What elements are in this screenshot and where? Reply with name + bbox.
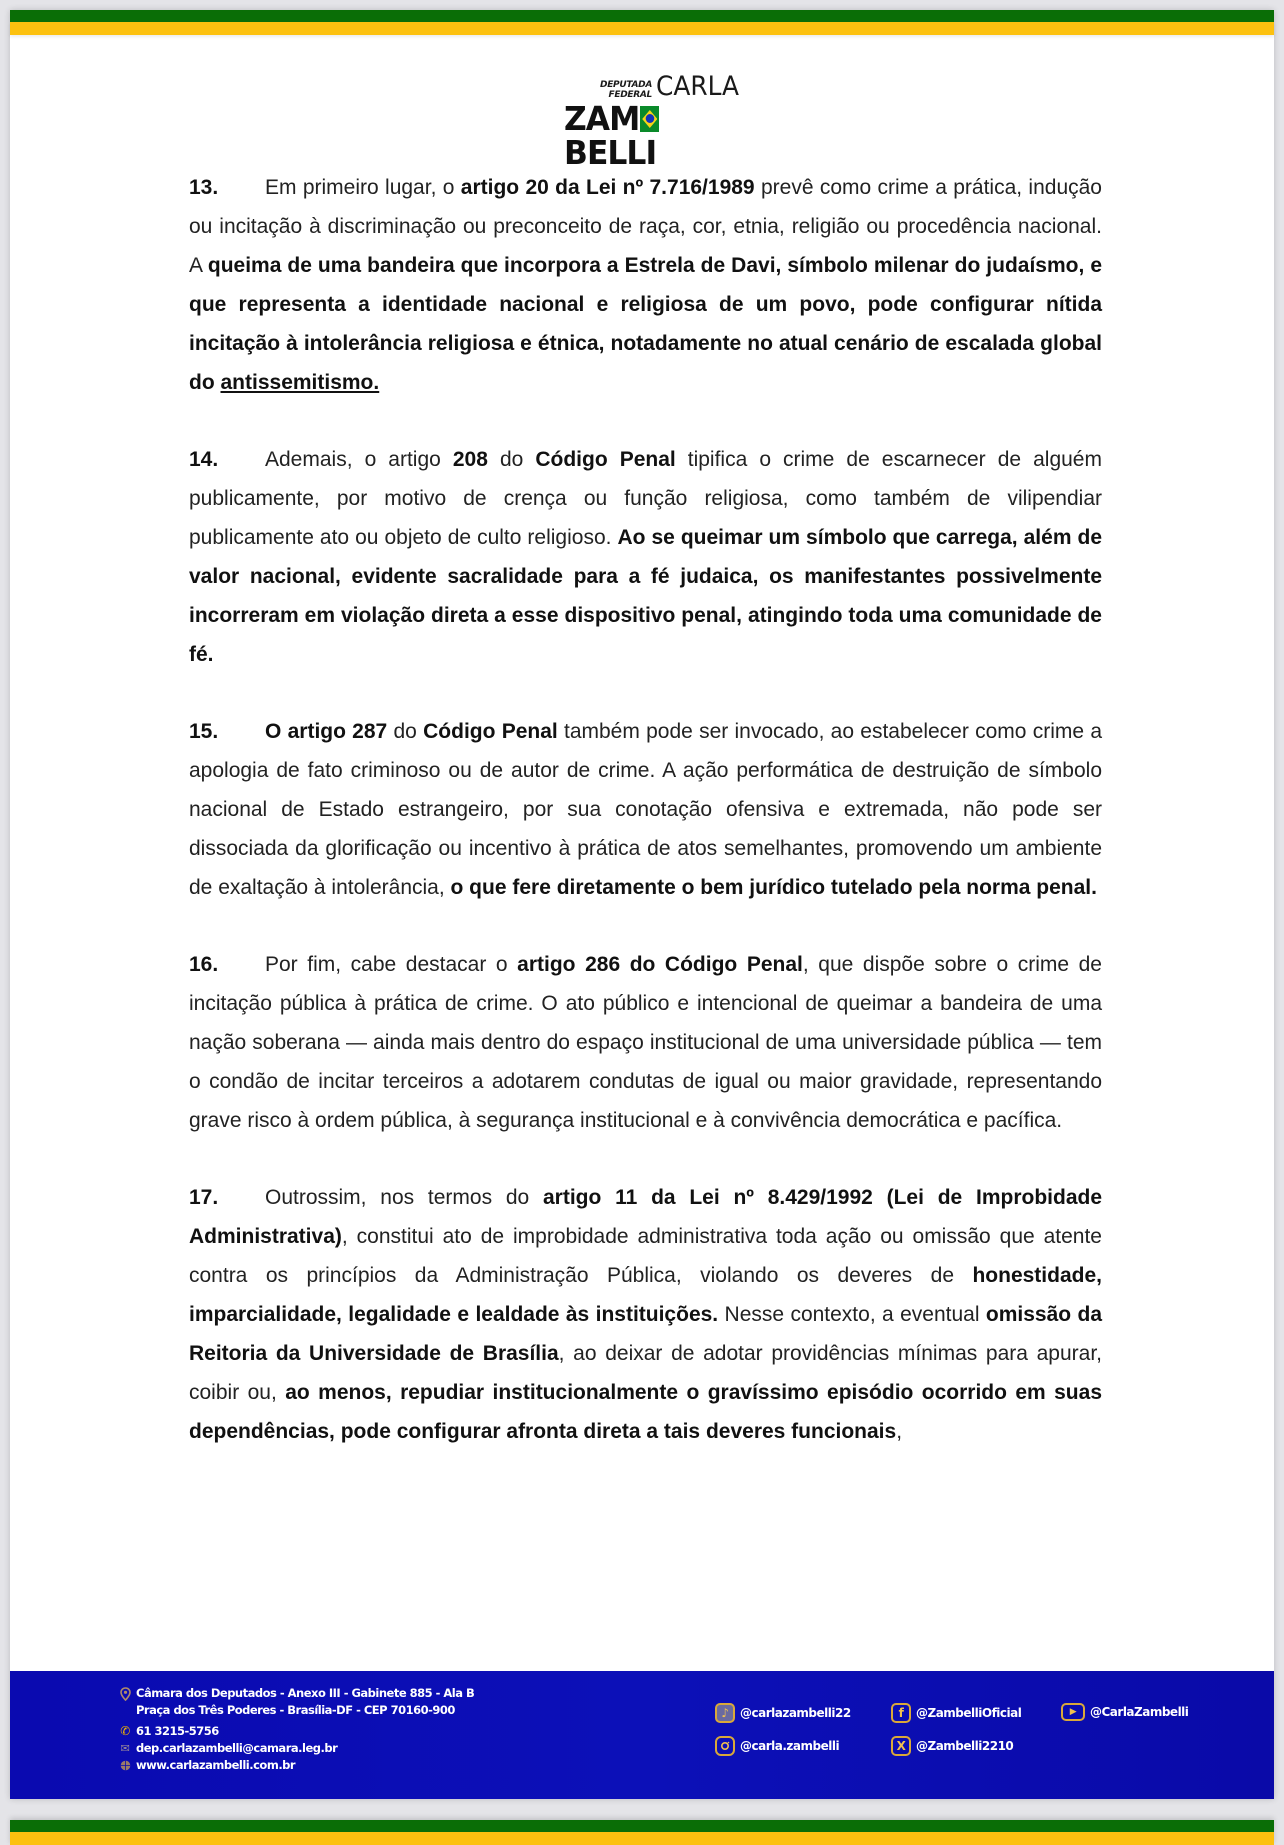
paragraph — [189, 945, 1102, 1140]
paragraph-number: 14. — [189, 448, 219, 471]
text: , ao deixar de adotar providências mínimas para apurar, coibir ou, — [189, 1342, 1103, 1404]
text: Em primeiro lugar, o — [265, 176, 461, 199]
document-body — [189, 168, 1102, 1489]
website-row — [118, 1757, 474, 1774]
x-twitter-icon: X — [891, 1736, 911, 1756]
brazil-flag-icon — [640, 106, 659, 132]
bold-text: omissão da Reitoria da Universidade de Brasília — [189, 1303, 1102, 1365]
text: , — [896, 1420, 903, 1443]
bold-text: O artigo 287 — [265, 720, 388, 743]
next-page-header — [10, 1820, 1274, 1845]
bold-text: 208 — [452, 448, 488, 471]
logo-last-name — [564, 99, 745, 172]
text: também pode ser invocado, ao estabelecer como crime a apologia de fato criminoso ou de autor de crime. A ação performática de destruição de símbolo nacional de Estado estrangeiro, por sua conotação ofensiva e extremada, não pode ser dissociada da glorificação ou incentivo à prática de atos semelhantes, promovendo um ambiente de exaltação à intolerância, — [189, 720, 1102, 899]
logo-deputada: DEPUTADA — [600, 80, 652, 90]
paragraph-number: 15. — [189, 720, 219, 743]
logo-title — [584, 80, 652, 100]
instagram-icon — [715, 1736, 735, 1756]
facebook-icon: f — [891, 1703, 911, 1723]
text: Outrossim, nos termos do — [265, 1186, 543, 1209]
logo-last-name-part2: BELLI — [564, 133, 657, 172]
paragraph-number: 17. — [189, 1186, 219, 1209]
logo-first-name: CARLA — [656, 71, 740, 102]
instagram-handle[interactable]: @carla.zambelli — [740, 1739, 840, 1753]
address-line-2: Praça dos Três Poderes - Brasília-DF - CEP 70160-900 — [136, 1703, 455, 1717]
paragraph — [189, 1178, 1102, 1451]
logo-last-name-part1: ZAM — [564, 99, 640, 138]
logo-federal: FEDERAL — [608, 90, 652, 100]
bold-text: antissemitismo. — [220, 371, 380, 394]
bold-text: ao menos, repudiar institucionalmente o gravíssimo episódio ocorrido em suas dependências, pode configurar afronta direta a tais deveres funcionais — [189, 1381, 1102, 1443]
bold-text: queima de uma bandeira que incorpora a Estrela de Davi, símbolo milenar do judaísmo, e que representa a identidade nacional e religiosa de um povo, pode configurar nítida incitação à intolerância religiosa e étnica, notadamente no atual cenário de escalada global do — [189, 254, 1103, 394]
footer-contact — [118, 1685, 474, 1774]
tiktok-icon: ♪ — [715, 1703, 735, 1723]
footer — [10, 1671, 1274, 1799]
address-line-1: Câmara dos Deputados - Anexo III - Gabinete 885 - Ala B — [136, 1686, 475, 1700]
email-icon: ✉ — [120, 1742, 130, 1755]
location-pin-icon — [118, 1687, 132, 1701]
bold-text: artigo 286 do Código Penal — [517, 953, 803, 976]
text: tipifica o crime de escarnecer de alguém publicamente, por motivo de crença ou função religiosa, como também de vilipendiar publicamente ato ou objeto de culto religioso. — [189, 448, 1102, 549]
text: Nesse contexto, a eventual — [718, 1303, 986, 1326]
social-instagram[interactable] — [715, 1736, 839, 1756]
address-row — [118, 1685, 474, 1702]
paragraph — [189, 440, 1102, 674]
text: Por fim, cabe destacar o — [265, 953, 518, 976]
text: prevê como crime a prática, indução ou incitação à discriminação ou preconceito de raça, cor, etnia, religião ou procedência nacional. A — [189, 176, 1102, 277]
website-link[interactable]: www.carlazambelli.com.br — [136, 1758, 296, 1772]
document-page — [10, 10, 1274, 1799]
youtube-handle[interactable]: @CarlaZambelli — [1090, 1705, 1189, 1719]
bold-text: artigo 11 da Lei nº 8.429/1992 (Lei de Improbidade Administrativa) — [189, 1186, 1102, 1248]
bold-text: artigo 20 da Lei nº 7.716/1989 — [460, 176, 755, 199]
phone-number[interactable]: 61 3215-5756 — [136, 1724, 219, 1738]
x-handle[interactable]: @Zambelli2210 — [916, 1739, 1014, 1753]
logo — [554, 62, 754, 172]
email-link[interactable]: dep.carlazambelli@camara.leg.br — [136, 1741, 338, 1755]
globe-icon — [118, 1760, 132, 1771]
bold-text: Código Penal — [423, 720, 558, 743]
bold-text: honestidade, imparcialidade, legalidade e lealdade às instituições. — [189, 1264, 1102, 1326]
email-row — [118, 1740, 474, 1757]
address-row-2 — [118, 1702, 474, 1719]
text: do — [387, 720, 424, 743]
social-facebook[interactable] — [891, 1703, 1021, 1723]
social-links — [715, 1701, 1235, 1771]
paragraph — [189, 168, 1102, 402]
social-youtube[interactable] — [1061, 1703, 1188, 1721]
bold-text: Ao se queimar um símbolo que carrega, além de valor nacional, evidente sacralidade para a fé judaica, os manifestantes possivelmente incorreram em violação direta a esse dispositivo penal, atingindo toda uma comunidade de fé. — [189, 526, 1103, 666]
social-tiktok[interactable] — [715, 1703, 851, 1723]
facebook-handle[interactable]: @ZambelliOficial — [916, 1706, 1022, 1720]
header-yellow-band — [10, 22, 1274, 35]
next-page-green-band — [10, 1820, 1274, 1832]
phone-row — [118, 1723, 474, 1740]
text: do — [487, 448, 536, 471]
text: , constitui ato de improbidade administrativa toda ação ou omissão que atente contra os princípios da Administração Pública, violando os deveres de — [189, 1225, 1102, 1287]
text: , que dispõe sobre o crime de incitação pública à prática de crime. O ato público e intencional de queimar a bandeira de uma nação soberana — ainda mais dentro do espaço institucional de uma universidade pública — tem o condão de incitar terceiros a adotarem condutas de igual ou maior gravidade, representando grave risco à ordem pública, à segurança institucional e à convivência democrática e pacífica. — [189, 953, 1102, 1132]
youtube-icon: ▶ — [1061, 1703, 1085, 1721]
phone-icon: ✆ — [120, 1724, 130, 1738]
social-x[interactable] — [891, 1736, 1013, 1756]
next-page-yellow-band — [10, 1832, 1274, 1845]
paragraph-number: 16. — [189, 953, 219, 976]
text: Ademais, o artigo — [265, 448, 453, 471]
header-green-band — [10, 10, 1274, 22]
tiktok-handle[interactable]: @carlazambelli22 — [740, 1706, 851, 1720]
bold-text: Código Penal — [535, 448, 676, 471]
paragraph-number: 13. — [189, 176, 219, 199]
bold-text: o que fere diretamente o bem jurídico tutelado pela norma penal. — [450, 876, 1097, 899]
paragraph — [189, 712, 1102, 907]
